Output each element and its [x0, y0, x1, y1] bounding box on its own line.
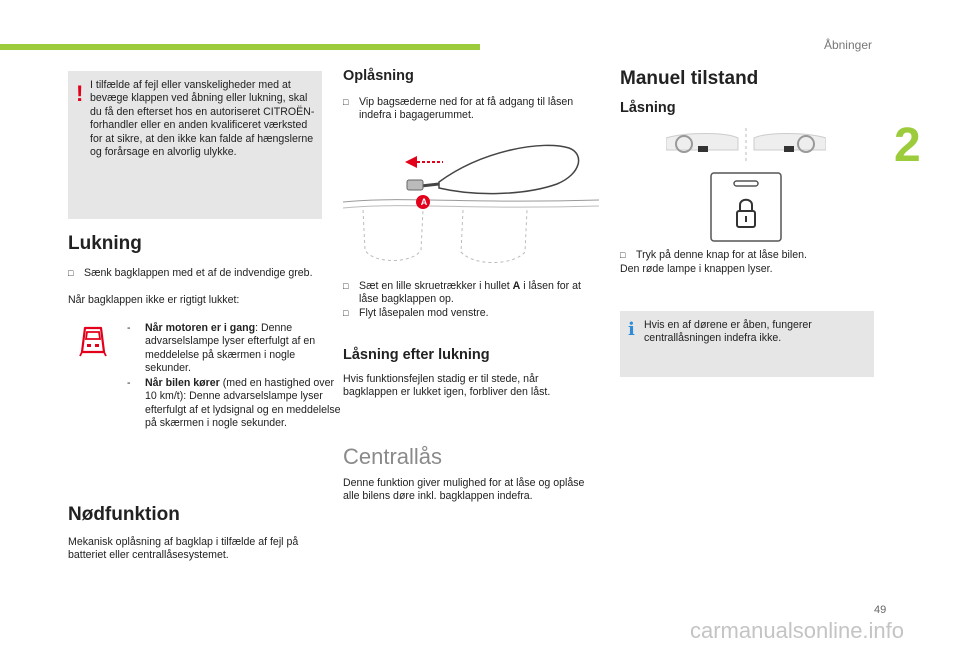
warning-text: I tilfælde af fejl eller vanskeligheder med at bevæge klappen ved åbning eller lukning, skal du få den efterset hos en autoriseret CITROËN-forhandler eller en anden kvalificeret værksted for at sikre, at den ikke kan falde af hængslerne og forårsage en alvorlig ulykke. [90, 79, 315, 159]
item1-rest: : Denne advarselslampe lyser efterfulgt af en meddelelse på skærmen i nogle sekunder. [145, 322, 316, 375]
central-lock-button [710, 172, 782, 242]
bullet2-post: i låsen for at låse bagklappen op. [359, 280, 581, 306]
page-number: 49 [874, 604, 887, 616]
lukning-note: Når bagklappen ikke er rigtigt lukket: [68, 294, 240, 306]
oplasning-bullet-3: □ Flyt låsepalen mod venstre. [343, 307, 599, 320]
header-accent-bar [0, 44, 480, 50]
manuel-bullet: □ Tryk på denne knap for at låse bilen. [620, 249, 886, 262]
centrallas-text: Denne funktion giver mulighed for at låse og oplåse alle bilens døre inkl. bagklappen indefra. [343, 477, 585, 503]
info-box [620, 311, 874, 377]
section-label: Åbninger [823, 38, 872, 52]
bullet2-pre: Sæt en lille skruetrækker i hullet [359, 280, 513, 292]
lukning-title: Lukning [68, 233, 142, 254]
bullet2-bold: A [512, 280, 521, 292]
info-text: Hvis en af dørene er åben, fungerer centrallåsningen indefra ikke. [644, 319, 812, 345]
centrallas-title: Centrallås [343, 444, 443, 469]
watermark: carmanualsonline.info [690, 618, 905, 643]
item2-bold: Når bilen kører [145, 377, 220, 389]
exclamation-icon: ! [76, 81, 84, 106]
nodfunktion-text: Mekanisk oplåsning af bagklap i tilfælde af fejl på batteriet eller centrallåsesystemet. [68, 536, 299, 562]
manuel-note: Den røde lampe i knappen lyser. [620, 263, 773, 275]
manuel-title: Manuel tilstand [620, 68, 759, 89]
item1-bold: Når motoren er i gang [145, 322, 256, 334]
lukning-item-driving [127, 377, 341, 431]
lasning-subtitle: Låsning [620, 100, 676, 116]
tailgate-open-warning-icon [78, 322, 108, 358]
nodfunktion-title: Nødfunktion [68, 504, 180, 525]
oplasning-bullet-2 [343, 280, 599, 307]
lukning-item-engine-running [127, 322, 341, 376]
lukning-bullet: □ Sænk bagklappen med et af de indvendige greb. [68, 267, 334, 280]
oplasning-bullet-1: □ Vip bagsæderne ned for at få adgang til låsen indefra i bagagerummet. [343, 96, 599, 123]
figure-label-a: A [420, 197, 428, 207]
info-icon: i [628, 319, 635, 340]
warning-box [68, 71, 322, 219]
screwdriver-lock-illustration [343, 140, 599, 270]
dashboard-illustration [666, 128, 826, 162]
chapter-number: 2 [894, 119, 921, 172]
lasning-efter-title: Låsning efter lukning [343, 347, 490, 363]
item2-rest: (med en hastighed over 10 km/t): Denne advarselslampe lyser efterfulgt af et lydsignal og en meddelelse på skærmen i nogle sekunder. [145, 377, 341, 430]
oplasning-title: Oplåsning [343, 68, 414, 84]
lasning-efter-text: Hvis funktionsfejlen stadig er til stede, når bagklappen er lukket igen, forbliver den låst. [343, 373, 551, 399]
